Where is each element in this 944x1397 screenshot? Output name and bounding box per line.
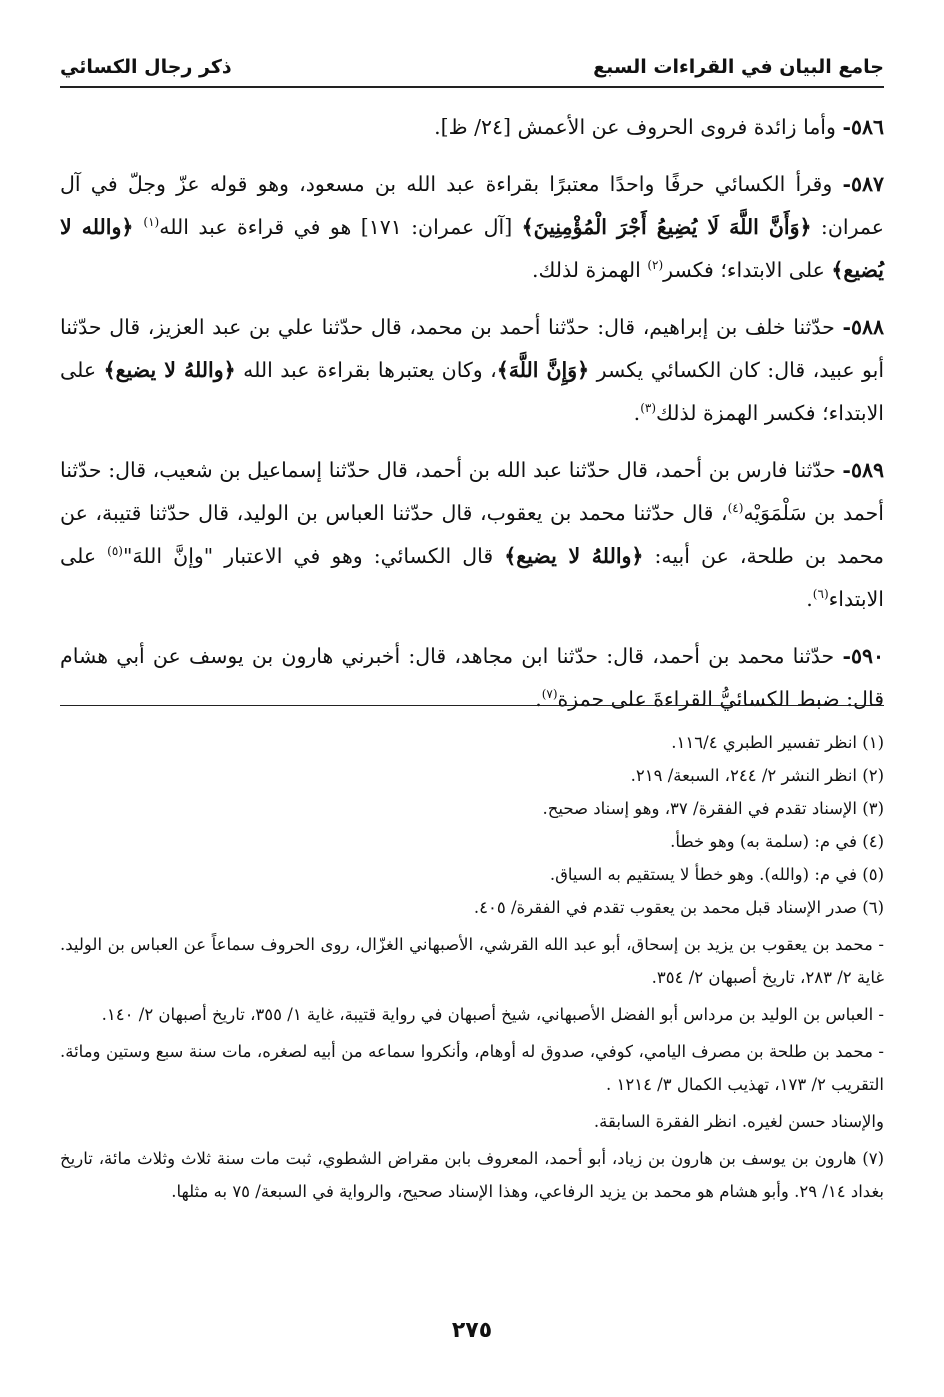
paragraph-text: [آل عمران: ١٧١] هو في قراءة عبد الله — [159, 215, 522, 239]
footnote-ref[interactable]: (٤) — [727, 501, 744, 516]
page-number: ٢٧٥ — [451, 1318, 493, 1343]
footnote-7: (٧) هارون بن يوسف بن هارون بن زياد، أبو أحمد، المعروف بابن مقراض الشطوي، ثبت مات سنة ثلاث وثلاث مائة، تاريخ بغداد ١٤/ ٢٩. وأبو هشام هو محمد بن يزيد الرفاعي، وهذا الإسناد صحيح، والرواية في السبعة/ ٧٥ به مثلها. — [60, 1149, 884, 1201]
paragraph-number: ٥٨٧- — [842, 172, 884, 196]
paragraph-text: حدّثنا فارس بن أحمد، قال حدّثنا عبد الله بن أحمد، قال حدّثنا إسماعيل بن شعيب، قال: حدّثنا أحمد بن سَلْمَوَيْه — [60, 458, 884, 525]
footnote-6-note-4: والإسناد حسن لغيره. انظر الفقرة السابقة. — [593, 1112, 884, 1131]
footnote-3: (٣) الإسناد تقدم في الفقرة/ ٣٧، وهو إسناد صحيح. — [542, 799, 884, 818]
paragraph-587 — [60, 163, 884, 292]
footnote-ref[interactable]: (٧) — [541, 687, 558, 702]
paragraph-text: ، قال حدّثنا محمد بن يعقوب، قال حدّثنا العباس بن الوليد، قال حدّثنا قتيبة، عن محمد بن طلحة، عن أبيه: — [60, 501, 885, 568]
paragraph-text: على الابتداء؛ فكسر الهمزة لذلك — [60, 358, 884, 425]
footnote-ref[interactable]: (١) — [143, 215, 160, 230]
paragraph-text: . — [535, 687, 542, 711]
paragraph-text: الهمزة لذلك. — [531, 258, 648, 282]
page-header — [60, 48, 884, 84]
paragraph-text: . — [633, 401, 641, 425]
footnote-separator — [60, 705, 884, 706]
paragraph-590 — [60, 635, 884, 721]
paragraph-number: ٥٩٠- — [842, 644, 884, 668]
running-title: جامع البيان في القراءات السبع — [593, 56, 884, 78]
paragraph-text: . — [806, 587, 813, 611]
quran-verse: ﴿واللهُ لا يضيع﴾ — [504, 544, 644, 568]
quran-verse: ﴿واللهُ لا يضيع﴾ — [103, 358, 236, 382]
quran-verse: ﴿وَإِنَّ اللَّهَ﴾ — [496, 358, 590, 382]
paragraph-text: ، وكان يعتبرها بقراءة عبد الله — [235, 358, 497, 382]
paragraph-589 — [60, 449, 884, 621]
paragraph-text: وأما زائدة فروى الحروف عن الأعمش [٢٤/ ظ]. — [434, 115, 836, 139]
footnote-ref[interactable]: (٥) — [107, 544, 123, 559]
quran-verse: ﴿وَأَنَّ اللَّهَ لَا يُضِيعُ أَجْرَ الْمُؤْمِنِينَ﴾ — [521, 215, 812, 239]
footnote-4: (٤) في م: (سلمة به) وهو خطأ. — [670, 832, 884, 851]
footnote-5: (٥) في م: (والله). وهو خطأ لا يستقيم به السياق. — [549, 865, 884, 884]
paragraph-number: ٥٨٩- — [842, 458, 884, 482]
footnote-ref[interactable]: (٢) — [647, 258, 664, 273]
paragraph-588 — [60, 306, 884, 435]
footnote-6-note-2: - العباس بن الوليد بن مرداس أبو الفضل الأصبهاني، شيخ أصبهان في رواية قتيبة، غاية ١/ ٣٥٥، تاريخ أصبهان ٢/ ١٤٠. — [101, 1005, 884, 1024]
footnote-6-note-3: - محمد بن طلحة بن مصرف اليامي، كوفي، صدوق له أوهام، وأنكروا سماعه من أبيه لصغره، مات سنة سبع وستين ومائة. التقريب ٢/ ١٧٣، تهذيب الكمال ٣/ ١٢١٤ . — [60, 1042, 884, 1094]
footnote-1: (١) انظر تفسير الطبري ١١٦/٤. — [671, 733, 884, 752]
footnote-ref[interactable]: (٦) — [812, 587, 829, 602]
section-title: ذكر رجال الكسائي — [60, 56, 232, 78]
footnote-ref[interactable]: (٣) — [640, 401, 657, 416]
paragraph-text: قال الكسائي: وهو في الاعتبار "وإنَّ اللهَ" — [122, 544, 505, 568]
main-text — [60, 106, 884, 735]
footnote-6: (٦) صدر الإسناد قبل محمد بن يعقوب تقدم في الفقرة/ ٤٠٥. — [473, 898, 884, 917]
footnote-2: (٢) انظر النشر ٢/ ٢٤٤، السبعة/ ٢١٩. — [630, 766, 884, 785]
header-rule — [60, 86, 884, 88]
paragraph-text: حدّثنا خلف بن إبراهيم، قال: حدّثنا أحمد بن محمد، قال حدّثنا علي بن عبد العزيز، قال حدّثنا أبو عبيد، قال: كان الكسائي يكسر — [60, 315, 885, 382]
paragraph-text: حدّثنا محمد بن أحمد، قال: حدّثنا ابن مجاهد، قال: أخبرني هارون بن يوسف عن أبي هشام قال: ضبط الكسائيُّ القراءةَ على حمزة — [60, 644, 884, 711]
paragraph-number: ٥٨٨- — [842, 315, 884, 339]
paragraph-text: وقرأ الكسائي حرفًا واحدًا معتبرًا بقراءة عبد الله بن مسعود، وهو قوله عزّ وجلّ في آل عمران: — [60, 172, 884, 239]
paragraph-text: على الابتداء — [60, 544, 884, 611]
paragraph-586 — [60, 106, 884, 149]
paragraph-text: على الابتداء؛ فكسر — [663, 258, 832, 282]
footnotes — [60, 720, 884, 1208]
quran-verse: ﴿والله لا يُضيع﴾ — [60, 215, 884, 282]
paragraph-number: ٥٨٦- — [842, 115, 884, 139]
footnote-6-note-1: - محمد بن يعقوب بن يزيد بن إسحاق، أبو عبد الله القرشي، الأصبهاني الغزّال، روى الحروف سماعاً عن العباس بن الوليد. غاية ٢/ ٢٨٣، تاريخ أصبهان ٢/ ٣٥٤. — [60, 935, 884, 987]
